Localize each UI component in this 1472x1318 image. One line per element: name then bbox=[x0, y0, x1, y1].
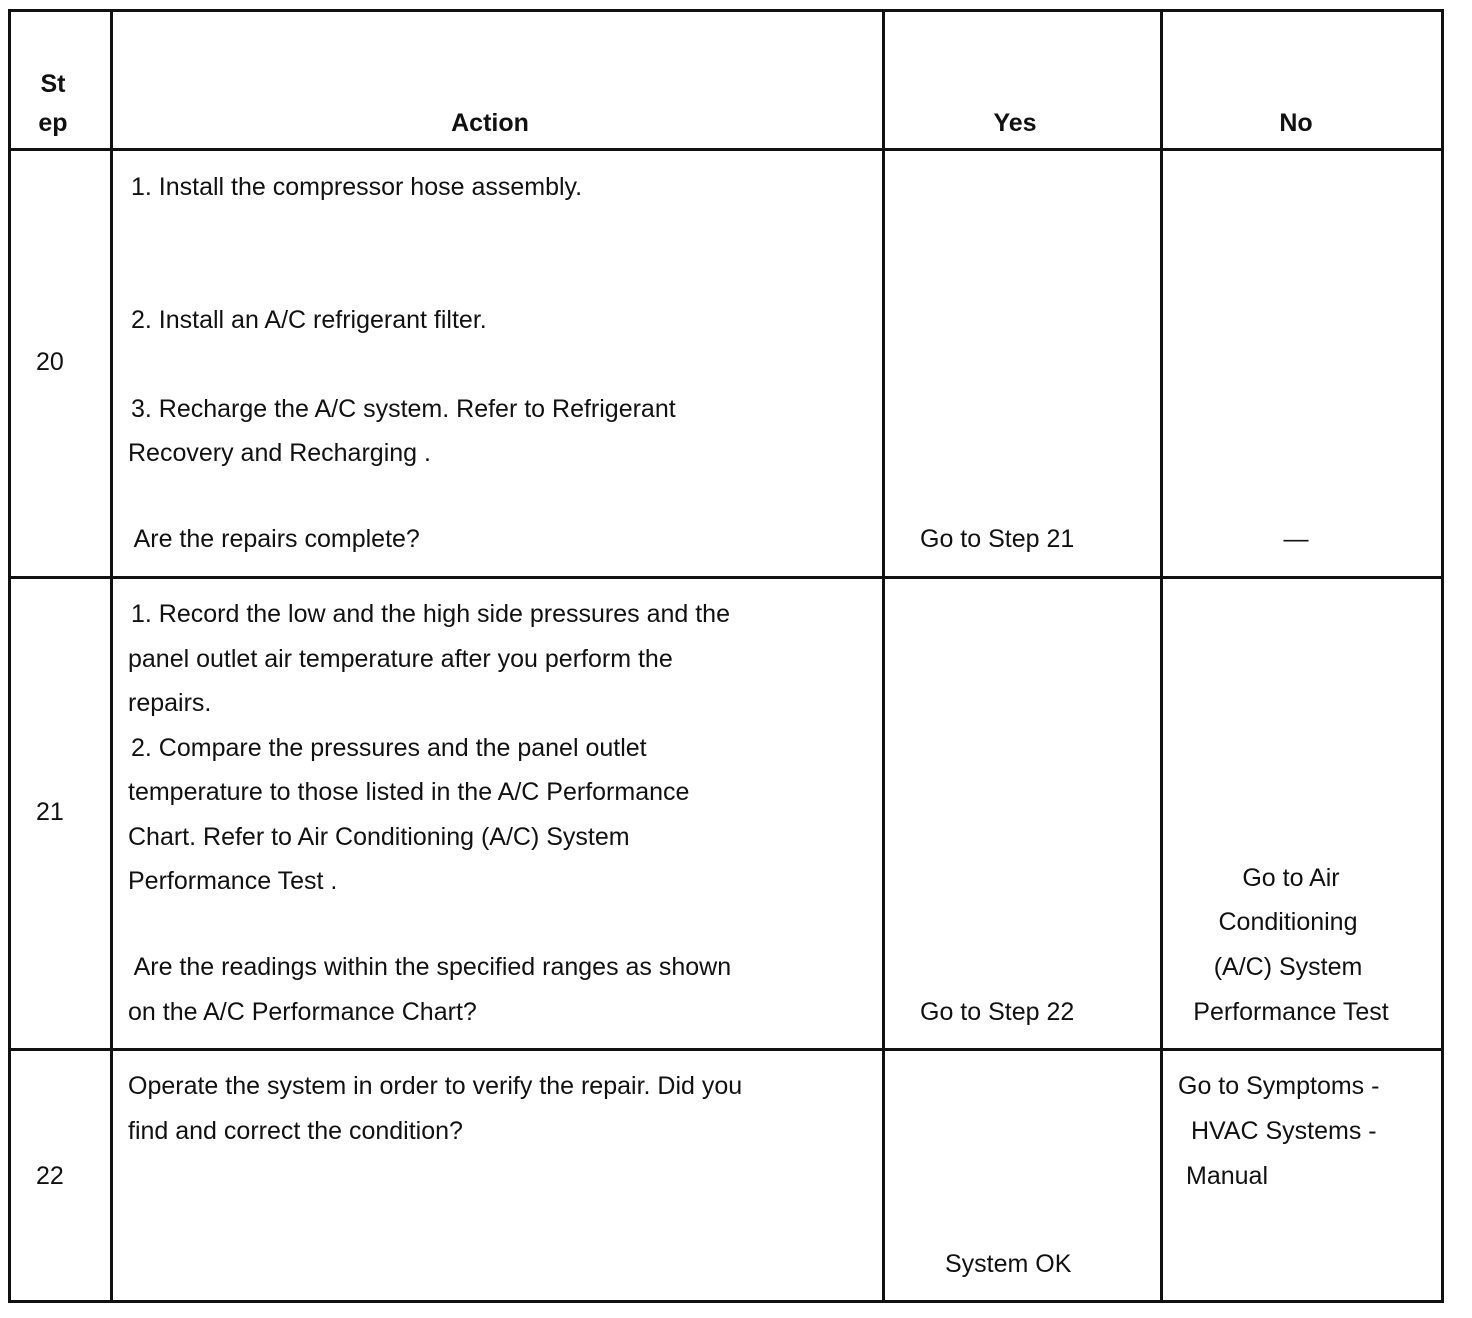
column-divider bbox=[1160, 12, 1163, 1300]
column-divider bbox=[110, 12, 113, 1300]
header-step-line1: St bbox=[40, 70, 66, 98]
header-action: Action bbox=[451, 109, 529, 137]
row-divider bbox=[11, 148, 1441, 151]
action-line: 1. Record the low and the high side pressures and the bbox=[131, 600, 730, 628]
yes-result: System OK bbox=[945, 1250, 1072, 1278]
action-line: Operate the system in order to verify the repair. Did you bbox=[128, 1072, 743, 1100]
column-divider bbox=[882, 12, 885, 1300]
header-no: No bbox=[1279, 109, 1313, 137]
action-question: find and correct the condition? bbox=[128, 1117, 463, 1145]
action-line: Recovery and Recharging . bbox=[128, 439, 431, 467]
no-result-line: Go to Air bbox=[1242, 864, 1340, 892]
action-line: Chart. Refer to Air Conditioning (A/C) System bbox=[128, 823, 630, 851]
step-number: 20 bbox=[36, 348, 64, 376]
no-result-line: Manual bbox=[1186, 1162, 1268, 1190]
action-line: panel outlet air temperature after you perform the bbox=[128, 645, 673, 673]
no-result-line: Performance Test bbox=[1193, 998, 1389, 1026]
action-line: temperature to those listed in the A/C Performance bbox=[128, 778, 690, 806]
step-number: 22 bbox=[36, 1162, 64, 1190]
step-number: 21 bbox=[36, 798, 64, 826]
no-result-line: (A/C) System bbox=[1213, 953, 1363, 981]
action-question: on the A/C Performance Chart? bbox=[128, 998, 477, 1026]
action-line: 1. Install the compressor hose assembly. bbox=[131, 173, 583, 201]
action-line: repairs. bbox=[128, 689, 212, 717]
header-step-line2: ep bbox=[38, 109, 68, 137]
yes-result: Go to Step 21 bbox=[920, 525, 1075, 553]
no-result: — bbox=[1283, 525, 1309, 553]
action-line: 2. Compare the pressures and the panel outlet bbox=[131, 734, 647, 762]
action-line: 2. Install an A/C refrigerant filter. bbox=[131, 306, 487, 334]
row-divider bbox=[11, 576, 1441, 579]
action-line: 3. Recharge the A/C system. Refer to Refrigerant bbox=[131, 395, 676, 423]
no-result-line: Go to Symptoms - bbox=[1178, 1072, 1380, 1100]
action-line: Performance Test . bbox=[128, 867, 338, 895]
row-divider bbox=[11, 1048, 1441, 1051]
header-yes: Yes bbox=[993, 109, 1037, 137]
yes-result: Go to Step 22 bbox=[920, 998, 1075, 1026]
no-result-line: Conditioning bbox=[1218, 908, 1358, 936]
action-question: Are the readings within the specified ranges as shown bbox=[128, 953, 732, 981]
no-result-line: HVAC Systems - bbox=[1184, 1117, 1377, 1145]
action-question: Are the repairs complete? bbox=[128, 525, 420, 553]
